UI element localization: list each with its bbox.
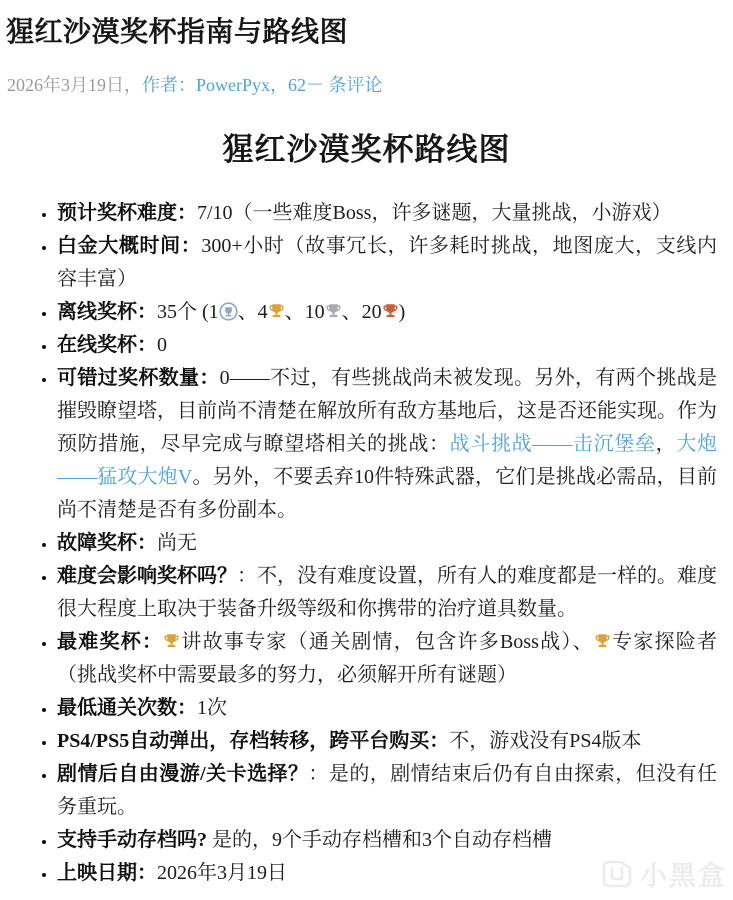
roadmap-item (57, 626, 717, 692)
comments-link[interactable]: 62－ 条评论 (288, 75, 383, 95)
item-text: 300+小时（故事冗长，许多耗时挑战，地图庞大，支线内容丰富） (57, 235, 718, 290)
roadmap-item (57, 329, 717, 362)
silver-trophy-icon (325, 303, 342, 320)
item-text: 、20 (341, 301, 382, 323)
item-text: 0 (157, 334, 167, 356)
roadmap-item (57, 725, 717, 758)
item-label: 在线奖杯： (57, 334, 157, 356)
item-label: 白金大概时间： (57, 235, 202, 257)
item-label: 难度会影响奖杯吗？ (57, 565, 237, 587)
watermark-text: 小黑盒 (640, 861, 727, 891)
item-label: 上映日期： (57, 862, 157, 884)
item-text: ：不，没有难度设置，所有人的难度都是一样的。难度很大程度上取决于装备升级等级和你携带的治疗道具数量。 (57, 565, 717, 620)
item-text: 尚无 (157, 532, 197, 554)
platinum-trophy-icon (219, 302, 238, 321)
roadmap-item (57, 692, 717, 725)
item-text: 1次 (197, 697, 227, 719)
item-text: 不，游戏没有PS4版本 (449, 730, 642, 752)
item-label: 离线奖杯： (57, 301, 157, 323)
item-text: 35个 (1 (157, 301, 219, 323)
item-label: 最低通关次数： (57, 697, 197, 719)
item-text: 、4 (237, 301, 268, 323)
item-label: PS4/PS5自动弹出，存档转移，跨平台购买： (57, 730, 450, 752)
item-label: 剧情后自由漫游/关卡选择？ (57, 763, 309, 785)
post-date: 2026年3月19日， (7, 75, 142, 95)
item-label: 最难奖杯： (57, 631, 164, 653)
item-text: 讲故事专家（通关剧情，包含许多Boss战）、 (180, 631, 594, 653)
item-text: 专家探险者（挑战奖杯中需要最多的努力，必须解开所有谜题） (57, 631, 718, 686)
gold-trophy-icon (268, 303, 285, 320)
item-text: 0——不过，有些挑战尚未被发现。另外，有两个挑战是摧毁瞭望塔，目前尚不清楚在解放所有敌方基地后，这是否还能实现。作为预防措施，尽早完成与瞭望塔相关的挑战： (57, 367, 718, 455)
item-text: 、10 (284, 301, 325, 323)
roadmap-item (57, 230, 717, 296)
meta-separator: ， (270, 75, 289, 95)
roadmap-item (57, 527, 717, 560)
xiaoheihe-logo-icon (599, 856, 635, 892)
roadmap-item (57, 824, 717, 857)
inline-link[interactable]: 战斗挑战——击沉堡垒 (449, 433, 656, 455)
item-text: ：是的，剧情结束后仍有自由探索，但没有任务重玩。 (57, 763, 717, 818)
item-label: 故障奖杯： (57, 532, 157, 554)
roadmap-item (57, 560, 717, 626)
watermark (599, 854, 727, 893)
item-text: ， (655, 433, 677, 455)
roadmap-item (57, 362, 717, 527)
gold-trophy-icon (594, 633, 611, 650)
gold-trophy-icon (163, 633, 180, 650)
roadmap-item (57, 197, 717, 230)
roadmap-list (0, 197, 733, 890)
item-label: 支持手动存档吗? (57, 829, 207, 851)
author-label: 作者： (142, 75, 196, 95)
item-text: 是的，9个手动存档槽和3个自动存档槽 (207, 829, 552, 851)
item-text: 。另外，不要丢弃10件特殊武器，它们是挑战必需品，目前尚不清楚是否有多份副本。 (57, 466, 717, 521)
inline-link[interactable]: 大炮——猛攻大炮V (57, 433, 718, 488)
author-link[interactable]: PowerPyx (196, 75, 271, 95)
roadmap-item (57, 296, 717, 329)
item-text: ) (398, 301, 406, 323)
item-label: 预计奖杯难度： (57, 202, 197, 224)
page-title: 猩红沙漠奖杯指南与路线图 (6, 16, 349, 47)
roadmap-heading: 猩红沙漠奖杯路线图 (222, 132, 511, 167)
post-meta (7, 71, 733, 97)
item-text: 2026年3月19日 (157, 862, 287, 884)
item-label: 可错过奖杯数量： (57, 367, 220, 389)
item-text: 7/10（一些难度Boss，许多谜题，大量挑战，小游戏） (197, 202, 672, 224)
roadmap-item (57, 758, 717, 824)
bronze-trophy-icon (382, 303, 399, 320)
